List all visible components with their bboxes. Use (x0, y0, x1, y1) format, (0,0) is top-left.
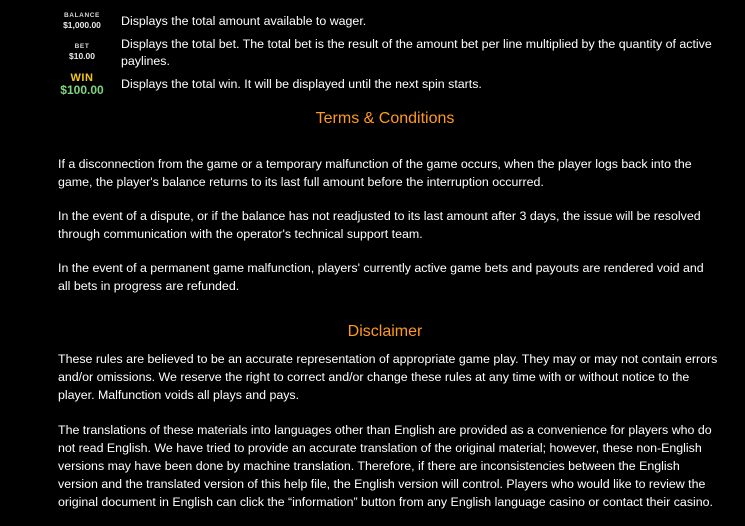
balance-icon-value: $1,000.00 (63, 20, 101, 30)
win-meter-icon (52, 73, 112, 97)
terms-paragraph: In the event of a dispute, or if the balance has not readjusted to its last amount after 3 days, the issue will be resolved through communication with the operator's technical support team. (58, 209, 701, 241)
balance-meter-icon (52, 12, 112, 31)
win-description: Displays the total win. It will be displayed until the next spin starts. (121, 77, 482, 91)
disclaimer-title: Disclaimer (347, 323, 423, 340)
bet-description: Displays the total bet. The total bet is the result of the amount bet per line multiplied by the quantity of active paylines. (121, 37, 712, 68)
bet-icon-caption: BET (74, 43, 90, 50)
balance-description: Displays the total amount available to wager. (121, 14, 367, 28)
win-icon-value: $100.00 (60, 83, 104, 97)
bet-meter-icon (52, 43, 112, 62)
bet-icon-value: $10.00 (69, 51, 95, 61)
balance-icon-caption: BALANCE (64, 12, 100, 19)
terms-paragraph: In the event of a permanent game malfunction, players' currently active game bets and payouts are rendered void and all bets in progress are refunded. (58, 261, 704, 293)
win-icon-caption: WIN (70, 72, 94, 84)
terms-paragraph: If a disconnection from the game or a temporary malfunction of the game occurs, when the player logs back into the game, the player's balance returns to its last full amount before the interruption occurred. (58, 157, 692, 189)
disclaimer-paragraph: These rules are believed to be an accurate representation of appropriate game play. They may or may not contain errors and/or omissions. We reserve the right to correct and/or change these rules at any time with or without notice to the player. Malfunction voids all plays and pays. (58, 352, 718, 402)
terms-title: Terms & Conditions (315, 110, 455, 127)
disclaimer-paragraph: The translations of these materials into languages other than English are provided as a convenience for players who do not read English. We have tried to provide an accurate translation of the original material; however, these non-English versions may have been done by machine translation. Therefore, if there are inconsistencies between the English version and the translated version of this help file, the English version will control. Players who would like to review the original document in English can click the “information” button from any English language casino or contact their casino. (58, 423, 713, 509)
